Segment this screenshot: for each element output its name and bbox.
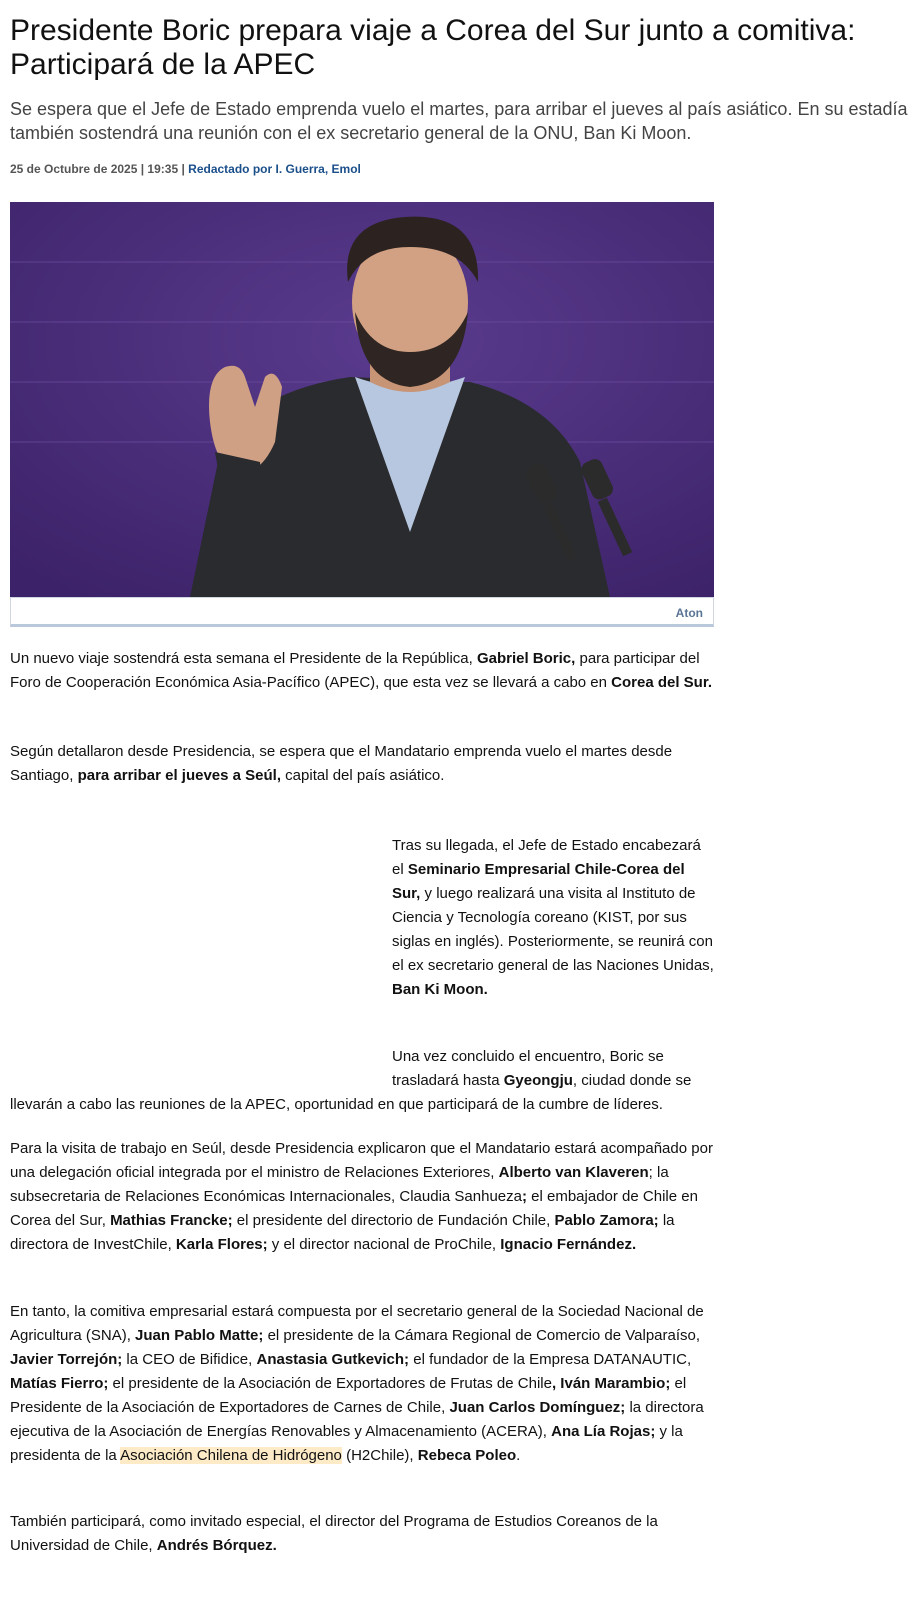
- p2-bold-1: para arribar el jueves a Seúl,: [77, 767, 282, 784]
- p1-text-c: para participar del Foro de Cooperación Económica Asia-Pacífico (APEC), que esta vez se llevará a cabo en: [10, 650, 700, 691]
- p6-text-h: la directora ejecutiva de la Asociación de Energías Renovables y Almacenamiento (ACERA),: [10, 1399, 704, 1440]
- paragraph-3: [392, 834, 714, 1002]
- p6-text-f: el presidente de la Asociación de Exportadores de Frutas de Chile: [108, 1375, 552, 1392]
- p6-bold-5: , Iván Marambio;: [551, 1375, 671, 1392]
- p5-text-f: la directora de InvestChile,: [10, 1212, 675, 1253]
- p6-text-d: la CEO de Bifidice,: [122, 1351, 257, 1368]
- p3-text-c: y luego realizará una visita al Instituto de Ciencia y Tecnología coreano (KIST, por sus siglas en inglés). Posteriormente, se reunirá con el ex secretario general de las Naciones Unidas,: [392, 885, 714, 974]
- p3-bold-1: Seminario Empresarial Chile-Corea del Sur,: [392, 861, 685, 902]
- article-meta: [10, 162, 361, 176]
- p5-bold-2: ;: [521, 1188, 527, 1205]
- article-date: 25 de Octubre de 2025 | 19:35 |: [10, 162, 185, 176]
- p6-text-j: (H2Chile),: [341, 1447, 418, 1464]
- p6-bold-4: Matías Fierro;: [10, 1375, 109, 1392]
- paragraph-1: [10, 647, 714, 695]
- h2chile-link[interactable]: Asociación Chilena de Hidrógeno: [120, 1447, 342, 1464]
- p6-text-e: el fundador de la Empresa DATANAUTIC,: [409, 1351, 692, 1368]
- p1-bold-2: Corea del Sur.: [611, 674, 713, 691]
- p2-text-c: capital del país asiático.: [281, 767, 445, 784]
- p5-bold-6: Ignacio Fernández.: [500, 1236, 637, 1253]
- p6-bold-1: Juan Pablo Matte;: [135, 1327, 264, 1344]
- p6-bold-3: Anastasia Gutkevich;: [256, 1351, 410, 1368]
- article-figure: [10, 202, 714, 630]
- paragraph-5: [10, 1137, 714, 1257]
- p6-bold-8: Rebeca Poleo: [417, 1447, 517, 1464]
- p5-bold-5: Karla Flores;: [175, 1236, 268, 1253]
- p1-bold-1: Gabriel Boric,: [476, 650, 576, 667]
- photo-credit: Aton: [675, 606, 703, 620]
- p6-text-k: .: [516, 1447, 521, 1464]
- p5-text-d: el embajador de Chile en Corea del Sur,: [10, 1188, 698, 1229]
- article-lead: Se espera que el Jefe de Estado emprenda vuelo el martes, para arribar el jueves al país asiático. En su estadía también sostendrá una reunión con el ex secretario general de la ONU, Ban Ki Moon.: [10, 99, 908, 143]
- p5-text-e: el presidente del directorio de Fundación Chile,: [232, 1212, 555, 1229]
- p6-text-g: el Presidente de la Asociación de Exportadores de Carnes de Chile,: [10, 1375, 687, 1416]
- p6-text-a: En tanto, la comitiva empresarial estará compuesta por el secretario general de la Sociedad Nacional de Agricultura (SNA),: [10, 1303, 704, 1344]
- p5-bold-3: Mathias Francke;: [110, 1212, 233, 1229]
- p6-bold-6: Juan Carlos Domínguez;: [449, 1399, 626, 1416]
- paragraph-6: [10, 1300, 714, 1468]
- p6-text-i: y la presidenta de la: [10, 1423, 683, 1464]
- paragraph-4-start: [392, 1045, 714, 1093]
- article-title: Presidente Boric prepara viaje a Corea del Sur junto a comitiva: Participará de la APEC: [10, 14, 856, 81]
- article-photo[interactable]: [10, 202, 714, 597]
- p6-text-c: el presidente de la Cámara Regional de Comercio de Valparaíso,: [263, 1327, 701, 1344]
- p5-text-a: Para la visita de trabajo en Seúl, desde Presidencia explicaron que el Mandatario estará acompañado por una delegación oficial integrada por el ministro de Relaciones Exteriores,: [10, 1140, 713, 1181]
- p2-text-a: Según detallaron desde Presidencia, se espera que el Mandatario emprenda vuelo el martes desde Santiago,: [10, 743, 673, 784]
- p5-text-c: ; la subsecretaria de Relaciones Económicas Internacionales, Claudia Sanhueza: [10, 1164, 669, 1205]
- p7-text-a: También participará, como invitado especial, el director del Programa de Estudios Coreanos de la Universidad de Chile,: [10, 1513, 658, 1554]
- paragraph-7: [10, 1510, 714, 1558]
- p4-text-a: Una vez concluido el encuentro, Boric se trasladará hasta: [392, 1048, 664, 1089]
- paragraph-4-end: llevarán a cabo las reuniones de la APEC, oportunidad en que participará de la cumbre de líderes.: [10, 1096, 663, 1113]
- p1-text-a: Un nuevo viaje sostendrá esta semana el Presidente de la República,: [10, 650, 477, 667]
- p5-text-g: y el director nacional de ProChile,: [267, 1236, 501, 1253]
- p6-bold-7: Ana Lía Rojas;: [551, 1423, 656, 1440]
- paragraph-2: [10, 740, 714, 788]
- p5-bold-1: Alberto van Klaveren: [498, 1164, 649, 1181]
- p3-text-a: Tras su llegada, el Jefe de Estado encabezará el: [392, 837, 701, 878]
- p3-bold-2: Ban Ki Moon.: [392, 981, 488, 998]
- p4-text-c: , ciudad donde se: [572, 1072, 692, 1089]
- p7-bold-1: Andrés Bórquez.: [156, 1537, 277, 1554]
- p6-bold-2: Javier Torrejón;: [10, 1351, 123, 1368]
- p4-bold-1: Gyeongju: [503, 1072, 573, 1089]
- p5-bold-4: Pablo Zamora;: [554, 1212, 659, 1229]
- article-author[interactable]: Redactado por I. Guerra, Emol: [188, 162, 361, 176]
- photo-caption: [10, 597, 714, 627]
